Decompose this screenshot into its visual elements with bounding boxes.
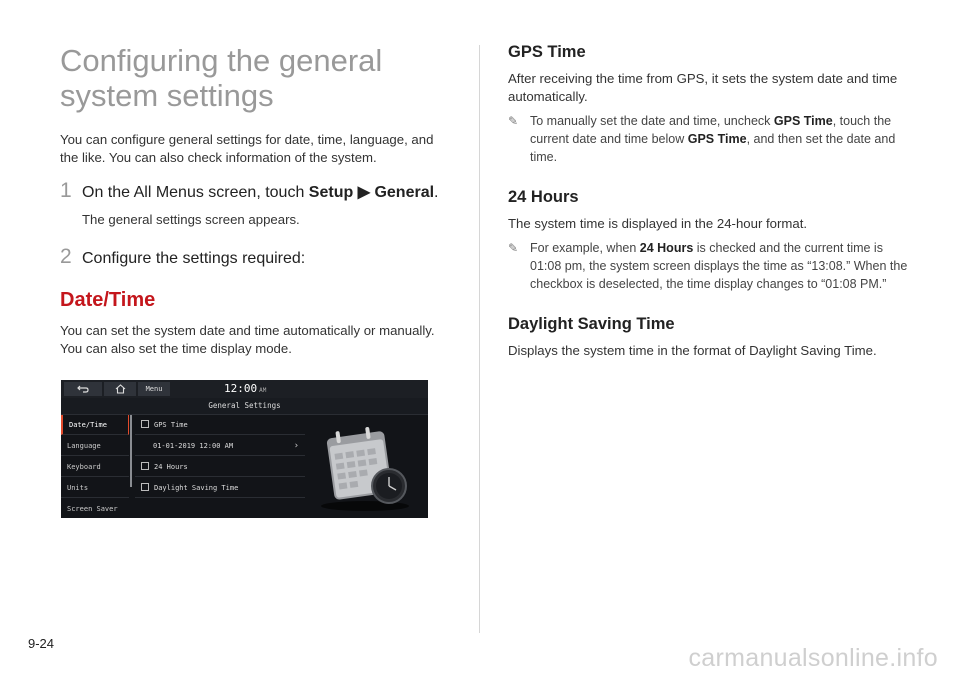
home-icon [115,384,126,394]
step-text: On the All Menus screen, touch Setup ▶ General. [82,184,439,201]
option-24-hours[interactable]: 24 Hours [135,457,305,477]
menu-scrollbar[interactable] [130,415,132,487]
menu-button[interactable]: Menu [138,382,170,396]
column-divider [479,45,480,633]
step-number: 1 [60,179,72,202]
menu-item-language[interactable]: Language [61,436,129,456]
gps-time-note: ✎ To manually set the date and time, uncheck GPS Time, touch the current date and time below GPS Time, and then set the date and time. [508,114,896,164]
general-settings-screenshot [61,380,428,518]
calendar-clock-icon [313,420,423,515]
back-arrow-icon [77,384,89,394]
intro-paragraph: You can configure general settings for date, time, language, and the like. You can also check information of the system. [60,132,434,165]
option-date-value[interactable]: 01-01-2019 12:00 AM › [135,436,305,456]
pencil-note-icon: ✎ [508,241,519,255]
page-number: 9-24 [28,636,55,651]
section-description: You can set the system date and time automatically or manually. You can also set the time display mode. [60,323,435,356]
option-gps-time[interactable]: GPS Time [135,415,305,435]
section-title-date-time: Date/Time [60,289,156,311]
back-button[interactable] [64,382,102,396]
right-column [508,43,908,360]
checkbox[interactable] [141,420,149,428]
checkbox[interactable] [141,462,149,470]
24-hours-description: The system time is displayed in the 24-hour format. [508,216,808,231]
step-2 [60,245,455,269]
watermark: carmanualsonline.info [688,644,938,672]
top-bar [61,380,428,398]
step-text: Configure the settings required: [82,250,306,267]
24-hours-note: ✎ For example, when 24 Hours is checked and the current time is 01:08 pm, the system screen displays the time as “13:08.” When the checkbox is deselected, the time display changes to “01:08 PM.” [508,241,908,291]
screen-subtitle: General Settings [61,398,428,415]
clock: 12:00 AM [224,382,267,395]
step-number: 2 [60,245,72,268]
menu-item-keyboard[interactable]: Keyboard [61,457,129,477]
gps-time-heading: GPS Time [508,43,586,61]
step-1 [60,179,455,229]
chevron-right-icon: › [293,441,299,451]
24-hours-heading: 24 Hours [508,188,579,206]
home-button[interactable] [104,382,136,396]
step-1-result: The general settings screen appears. [82,212,300,227]
daylight-saving-description: Displays the system time in the format of Daylight Saving Time. [508,343,877,358]
daylight-saving-heading: Daylight Saving Time [508,315,675,333]
menu-item-date-time[interactable]: Date/Time [61,415,129,435]
pencil-note-icon: ✎ [508,114,519,128]
page-title: Configuring the general system settings [60,43,383,113]
left-column [60,43,455,358]
gps-time-description: After receiving the time from GPS, it sets the system date and time automatically. [508,71,898,104]
menu-item-units[interactable]: Units [61,478,129,498]
date-time-options [135,415,305,518]
checkbox[interactable] [141,483,149,491]
option-daylight-saving[interactable]: Daylight Saving Time [135,478,305,498]
menu-item-screen-saver[interactable]: Screen Saver [67,505,118,513]
settings-menu [61,415,131,518]
